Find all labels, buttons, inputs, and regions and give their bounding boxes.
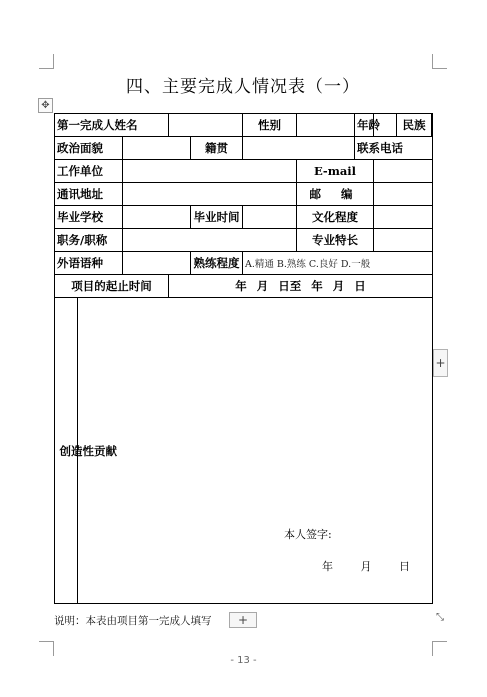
signature-date: 年 月 日 <box>322 560 410 573</box>
label-education: 文化程度 <box>297 206 374 229</box>
add-column-button[interactable]: + <box>433 349 448 377</box>
row-project-period <box>55 275 433 298</box>
page-number: - 13 - <box>230 655 257 666</box>
field-gender[interactable] <box>297 114 355 137</box>
table-move-handle-icon[interactable]: ✥ <box>38 98 53 113</box>
field-postcode[interactable] <box>374 183 433 206</box>
label-contribution <box>55 298 117 603</box>
label-graduation-time: 毕业时间 <box>191 206 243 229</box>
row-position <box>55 229 433 252</box>
field-native-place[interactable] <box>243 137 355 160</box>
contribution-block <box>55 298 433 604</box>
field-address[interactable] <box>123 183 297 206</box>
label-native-place: 籍贯 <box>191 137 243 160</box>
label-work-unit: 工作单位 <box>55 160 123 183</box>
label-ethnicity: 民族 <box>397 114 432 136</box>
footnote: 说明：本表由项目第一完成人填写 <box>54 615 212 627</box>
field-project-period[interactable]: 年 月 日至 年 月 日 <box>169 275 433 298</box>
field-work-unit[interactable] <box>123 160 297 183</box>
label-contact-phone: 联系电话 <box>355 137 433 160</box>
label-foreign-language: 外语语种 <box>55 252 123 275</box>
label-postcode: 邮 编 <box>297 183 374 206</box>
label-graduated-school: 毕业学校 <box>55 206 123 229</box>
table-resize-handle-icon[interactable]: ⤡ <box>436 612 444 623</box>
page-corner-mark-bottom-right <box>432 641 447 656</box>
row-school <box>55 206 433 229</box>
label-specialty: 专业特长 <box>297 229 374 252</box>
label-proficiency: 熟练程度 <box>191 252 243 275</box>
field-graduation-time[interactable] <box>243 206 297 229</box>
signature-label: 本人签字: <box>284 528 332 541</box>
field-first-person-name[interactable] <box>169 114 243 137</box>
label-position: 职务/职称 <box>55 229 123 252</box>
row-contribution <box>55 298 433 604</box>
label-first-person-name: 第一完成人姓名 <box>55 114 169 137</box>
page-corner-mark-top-left <box>39 54 54 69</box>
row-name <box>55 114 433 137</box>
label-project-period: 项目的起止时间 <box>55 275 169 298</box>
field-email[interactable] <box>374 160 433 183</box>
row-work-unit <box>55 160 433 183</box>
label-political-status: 政治面貌 <box>55 137 123 160</box>
field-political-status[interactable] <box>123 137 191 160</box>
label-gender: 性别 <box>243 114 297 137</box>
row-language <box>55 252 433 275</box>
field-position[interactable] <box>123 229 297 252</box>
proficiency-options[interactable]: A.精通 B.熟练 C.良好 D.一般 <box>243 252 433 275</box>
page-corner-mark-top-right <box>432 54 447 69</box>
age-ethnicity-cell <box>374 114 433 137</box>
label-address: 通讯地址 <box>55 183 123 206</box>
field-education[interactable] <box>374 206 433 229</box>
add-row-button[interactable]: + <box>229 612 257 628</box>
field-graduated-school[interactable] <box>123 206 191 229</box>
row-address <box>55 183 433 206</box>
label-age: 年龄 <box>355 114 374 137</box>
page-corner-mark-bottom-left <box>39 641 54 656</box>
page-title: 四、主要完成人情况表（一） <box>126 77 360 97</box>
label-email: E-mail <box>297 160 374 183</box>
field-contribution[interactable] <box>78 298 433 603</box>
main-info-table <box>54 113 433 604</box>
contribution-label-text: 创造性贡献 <box>59 443 117 458</box>
row-political <box>55 137 433 160</box>
field-specialty[interactable] <box>374 229 433 252</box>
field-foreign-language[interactable] <box>123 252 191 275</box>
